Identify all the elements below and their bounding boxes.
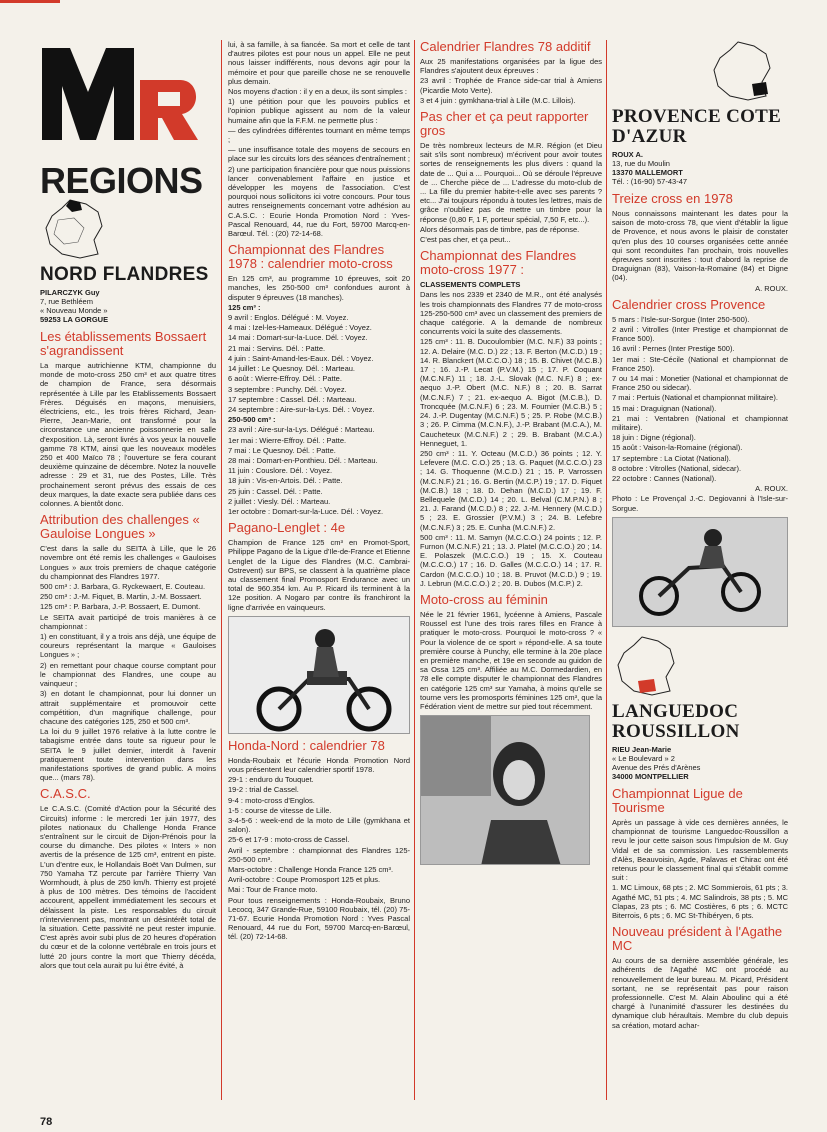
address-line: 13, rue du Moulin xyxy=(612,159,670,168)
address-line: ROUX A. xyxy=(612,150,643,159)
paragraph: 2) une participation financière pour que nous puissions lancer convenablement l'affaire en justice et développer les moyens de l'association. C'est pourquoi nous sollicitons ici votre concours. Pour tous autres renseignements concernant votre adhésion au C.A.S.C. : Ecurie Honda Promotion Nord : Yves-Pascal Renouard, 44, rue du Fort, 59700 Marcq-en-Barœul. Tél. : (20) 72-14-68. xyxy=(228,164,410,239)
photo-motorcycle-rider xyxy=(228,616,410,734)
paragraph: La marque autrichienne KTM, championne du monde de moto-cross 250 cm³ et aux quatre titres de champion de France, sera désormais représentée à Lille par les Etablissements Bossaert Frères. Déguisés en maçons, menuisiers, électriciens, etc., les trois frères Richard, Jean-Pierre, Jean-Marie, ont transformé pour la circonstance une ancienne poissonnerie en salle d'exposition. Là, seront livrés à vos yeux la nouvelle gamme 78 KTM, ainsi que les nouveaux modèles 250 et 400 Maïco 78 ; l'ouverture se fera courant deuxième quinzaine de décembre. Notez la nouvelle adresse : 29 et 31, rue des Postes, Lille. Très prochainement seront prévus des essais de ces deux marques, la date exacte sera publiée dans ces colonnes. A bientôt donc. xyxy=(40,361,216,509)
article-classements xyxy=(420,280,602,588)
calendar-entry: 21 mai : Servins. Dél. : Patte. xyxy=(228,343,326,353)
calendar-entry: 17 septembre : Cassel. Dél. : Marteau. xyxy=(228,394,357,404)
headline-feminin: Moto-cross au féminin xyxy=(420,591,548,607)
address-languedoc xyxy=(612,745,788,781)
calendar-entry: 7 mai : Le Quesnoy. Dél. : Patte. xyxy=(228,445,336,455)
calendar-entry: 19-2 : trial de Cassel. xyxy=(228,785,299,795)
article-calendar-mx xyxy=(228,274,410,516)
regions-wordmark: REGIONS xyxy=(40,160,203,201)
paragraph: 1. MC Limoux, 68 pts ; 2. MC Sommierois, 61 pts ; 3. Agathé MC, 51 pts ; 4. MC Salindrois, 38 pts ; 5. MC Clapas, 23 pts ; 6. MC Costières, 6 pts ; 6. MCTC Biterrois, 6 pts ; 6. MC St-Thibéryen, 6 pts. xyxy=(612,883,788,920)
calendar-entry: 7 ou 14 mai : Monetier (National et championnat de France 250 ou sidecar). xyxy=(612,374,788,393)
france-map-provence-icon xyxy=(708,40,778,102)
headline-bossaert: Les établissements Bossaert s'agrandissent xyxy=(40,329,207,358)
calendar-entry: 16 avril : Pernes (Inter Prestige 500). xyxy=(612,344,735,354)
paragraph: Dans les nos 2339 et 2340 de M.R., ont été analysés les trois championnats des Flandres 77 de moto-cross 125-250-500 cm³ avec un classement des premiers de chaque catégorie. A la demande de nombreux concurrents voici la suite des classements. xyxy=(420,290,602,337)
address-line: 13370 MALLEMORT xyxy=(612,168,683,177)
paragraph: 3) en dotant le championnat, pour lui donner un attrait supplémentaire et promouvoir cette compétition, d'un magnifique challenge, pour chacune des catégories 125, 250 et 500 cm³. xyxy=(40,689,216,726)
france-map-nord-icon xyxy=(40,198,110,260)
paragraph: 125 cm³ : P. Barbara, J.-P. Bossaert, E. Dumont. xyxy=(40,602,201,612)
paragraph: De très nombreux lecteurs de M.R. Région (et Dieu sait s'ils sont nombreux) m'écrivent pour avoir toutes sortes de renseignements les plus divers : quand la date de ... Qui a ... Pourquoi... Où se déroule l'épreuve de ... Cherche pièce de ... L'adresse du moto-club de ... La fille du premier habite-t-elle avec ses parents ? etc... J'ai toujours répondu à toutes les lettres, mais de grâce n'oubliez pas de mettre un timbre pour la réponse (0,80 F, 1 F, porteur spécial, 7,50 F, etc...). xyxy=(420,141,602,224)
article-gauloise xyxy=(40,544,216,782)
headline-tourisme: Championnat Ligue de Tourisme xyxy=(612,785,743,815)
calendar-entry: 15 mai : Draguignan (National). xyxy=(612,403,717,413)
paragraph: 500 cm³ : 11. M. Samyn (M.C.C.O.) 24 points ; 12. P. Furnon (M.C.N.F.) 21 ; 13. J. Platel (M.C.C.O.) 20 ; 14. E. Polaszek (M.C.C.O.) 19 ; 15. X. Couteau (M.C.C.O.) 17 ; 16. D. Galles (M.C.C.O.) 14 ; 17. R. Cardon (M.C.C.O.) 10 ; 18. B. Pruvot (M.C.D.) 9 ; 19. J. Lebrun (M.C.C.O.) 2 ; 20. B. Dubos (M.C.P.) 2. xyxy=(420,532,602,588)
article-honda-nord xyxy=(228,756,410,942)
paragraph: lui, à sa famille, à sa fiancée. Sa mort et celle de tant d'autres pilotes est pour nous un appel. Elle ne peut nous laisser indifférents, nous devons agir pour la mémoire et pour que pareille chose ne se renouvelle plus demain. xyxy=(228,40,410,86)
address-line: Tél. : (16-90) 57-43-47 xyxy=(612,177,688,186)
calendar-entry: 29-1 : enduro du Touquet. xyxy=(228,775,314,785)
address-line: 59253 LA GORGUE xyxy=(40,315,109,324)
address-provence xyxy=(612,150,788,186)
column-2 xyxy=(228,40,410,1104)
address-line: 7, rue Bethléem xyxy=(40,297,93,306)
address-nord xyxy=(40,288,216,324)
headline-calendrier-provence: Calendrier cross Provence xyxy=(612,296,766,312)
subheading: CLASSEMENTS COMPLETS xyxy=(420,280,521,290)
calendar-entry: 1er octobre : Domart-sur-la-Luce. Dél. : Voyez. xyxy=(228,506,384,516)
calendar-entry: 23 avril : Aire-sur-la-Lys. Délégué : Marteau. xyxy=(228,425,375,435)
calendar-entry: 24 septembre : Aire-sur-la-Lys. Dél. : Voyez. xyxy=(228,404,375,414)
calendar-entry: 5 mars : l'Isle-sur-Sorgue (Inter 250-500). xyxy=(612,314,750,324)
paragraph: C'est pas cher, et ça peut... xyxy=(420,235,511,245)
headline-casc: C.A.S.C. xyxy=(40,786,91,802)
column-1 xyxy=(40,40,216,1104)
region-title-provence: PROVENCE COTE D'AZUR xyxy=(612,106,782,147)
article-bossaert xyxy=(40,361,216,508)
column-4 xyxy=(612,40,788,1104)
motocross-photo-icon xyxy=(613,518,788,627)
headline-calendrier-additif: Calendrier Flandres 78 additif xyxy=(420,40,591,54)
calendar-heading: 250-500 cm³ : xyxy=(228,415,276,425)
paragraph: Honda-Roubaix et l'écurie Honda Promotion Nord vous présentent leur calendrier sportif 1978. xyxy=(228,755,410,774)
paragraph: 250 cm³ : 11. Y. Octeau (M.C.D.) 36 points ; 12. Y. Lefevere (M.C. C.O.) 25 ; 13. G. Paquet (M.C.C.O.) 23 ; 14. G. Thoquenne (M.C.D.) 21 ; 15. P. Varrossen (M.C.N.F.) 21 ; 16. G. Bertin (M.C.P.) 19 ; 17. D. Fiquet (M.C.B.) 18 ; 18. D. Dehan (M.C.D.) 17 ; 19. F. Bellequele (M.C.D.) 14 ; 20. L. Belval (C.M.P.N.) 8 ; 21. J. Farand (M.C.D.) 8 ; 22. J.-M. Hennery (M.C.D.) 5 ; 23. E. Grossier (P.V.M.) 3 ; 24. B. Lefebre (M.C.N.F.) 3 ; 25. E. Cunha (M.C.N.F.) 2. xyxy=(420,448,602,532)
calendar-entry: 2 juillet : Viesly. Dél. : Marteau. xyxy=(228,496,331,506)
article-feminin xyxy=(420,610,602,711)
paragraph: Au cours de sa dernière assemblée générale, les adhérents de l'Agathé MC ont procédé au renouvellement de leur bureau. M. Picard, Président sortant, ne se représentait pas pour raison professionnelle. C'est M. Alain Aboulinc qui a été chargé à l'unanimité d'assurer les destinées du dynamique club héraultais. Membre du club depuis sa création, motard achar- xyxy=(612,956,788,1030)
address-line: RIEU Jean-Marie xyxy=(612,744,672,754)
calendar-entry: Mars-octobre : Challenge Honda France 125 cm³. xyxy=(228,865,394,874)
calendar-entry: Avril-octobre : Coupe Promosport 125 et plus. xyxy=(228,875,381,885)
paragraph: 125 cm³ : 11. B. Ducoulombier (M.C. N.F.) 33 points ; 12. A. Delaire (M.C. D.) 22 ; 13. F. Berton (M.C.D.) 19 ; 14. R. Blanckert (M.C.C.O.) 18 ; 15. B. Chivet (M.C.B.) 17 ; 16. J.-P. Lecat (P.V.M.) 15 ; 17. P. Coquant (M.C.N.F.) 11 ; 18. J.-L. Slovak (M.C. N.F.) 8 ; ex-aequo J.-P. Obert (M.C. N.F.) 8 ; 20. B. Sarrat (M.C.N.F.) 7 ; 21. ex-aequo A. Bigot (M.C.B.), D. Troncquée (M.C.N.F.) 6 ; 23. M. Fournier (M.C.B.) 5 ; 24. J.-P. Dugentay (M.C.N.F.) 5 ; 25. P. Robe (M.C.B.) 3 ; 26. P. Cimma (M.C.N.F.), J.-P. Brabant (M.C.A.), M. Caucheteux (M.C.N.F.) 2 ; 29. B. Brabant (M.C.A.) Henneguet, 1. xyxy=(420,337,602,448)
calendar-entry: Avril - septembre : championnat des Flandres 125-250-500 cm³. xyxy=(228,845,410,864)
calendar-entry: 14 mai : Domart-sur-la-Luce. Dél. : Voyez. xyxy=(228,333,368,343)
paragraph: Le SEITA avait participé de trois manières à ce championnat : xyxy=(40,612,216,631)
paragraph: Aux 25 manifestations organisées par la ligue des Flandres s'ajoutent deux épreuves : xyxy=(420,57,602,76)
signature: A. ROUX. xyxy=(755,283,788,293)
paragraph: La loi du 9 juillet 1976 relative à la lutte contre le tabagisme entrée dans toute sa rigueur pour le SEITA le 9 juillet dernier, interdit à l'avenir pratiquement toute intervention dans les manifestations sportives de grand public. A moins que... (mars 78). xyxy=(40,727,216,783)
paragraph: 2) en remettant pour chaque course comptant pour le championnat des Flandres, une coupe au vainqueur ; xyxy=(40,660,216,689)
calendar-entry: 25-6 et 17-9 : moto-cross de Cassel. xyxy=(228,835,350,845)
region-title-languedoc: LANGUEDOC ROUSSILLON xyxy=(612,700,740,742)
paragraph: 1) en constituant, il y a trois ans déjà, une équipe de coureurs représentant la marque « Gauloises Longues » ; xyxy=(40,632,216,660)
calendar-entry: Mai : Tour de France moto. xyxy=(228,885,318,895)
address-line: « Nouveau Monde » xyxy=(40,306,108,315)
paragraph: 23 avril : Trophée de France side-car trial à Amiens (Picardie Moto Verte). xyxy=(420,76,602,95)
article-nouveau-president xyxy=(612,956,788,1030)
headline-pas-cher: Pas cher et ça peut rapporter gros xyxy=(420,109,589,139)
calendar-entry: 15 août : Vaison-la-Romaine (régional). xyxy=(612,443,743,453)
article-pagano xyxy=(228,538,410,612)
paragraph: 3 et 4 juin : gymkhana-trial à Lille (M.C. Lillois). xyxy=(420,95,576,105)
calendar-entry: 7 mai : Pertuis (National et championnat militaire). xyxy=(612,393,778,403)
paragraph: Alors désormais pas de timbre, pas de réponse. xyxy=(420,224,580,234)
headline-championnat-flandres: Championnat des Flandres 1978 : calendrier moto-cross xyxy=(228,242,393,272)
calendar-entry: 21 mai : Ventabren (National et championnat militaire). xyxy=(612,413,788,433)
calendar-entry: 18 juin : Digne (régional). xyxy=(612,433,696,443)
article-casc-continued xyxy=(228,40,410,238)
calendar-entry: 6 août : Wierre-Effroy. Dél. : Patte. xyxy=(228,374,342,384)
article-calendrier-provence xyxy=(612,315,788,513)
calendar-entry: 4 mai : Izel-les-Hameaux. Délégué : Voyez. xyxy=(228,323,372,333)
calendar-entry: 25 juin : Cassel. Dél. : Patte. xyxy=(228,486,323,496)
address-line: PILARCZYK Guy xyxy=(40,288,100,297)
page-number: 78 xyxy=(40,1116,53,1128)
calendar-entry: 28 mai : Domart-en-Ponthieu. Dél. : Marteau. xyxy=(228,455,378,465)
calendar-entry: 3-4-5-6 : week-end de la moto de Lille (gymkhana et salon). xyxy=(228,815,410,835)
headline-nouveau-president: Nouveau président à l'Agathe MC xyxy=(612,924,783,954)
paragraph: Champion de France 125 cm³ en Promot-Sport, Philippe Pagano de la Ligue d'Ile-de-France et Etienne Lenglet de la Ligue des Flandres (M.C. Cambrai-Ostrevent) sur BPS, se classent à la quatrième place au classement final Promosport Endurance avec un total de 960.354 km. Au P. Ricard ils terminent à la 12e position. A Nogaro par contre ils franchiront la ligne d'arrivée en vainqueurs. xyxy=(228,538,410,612)
calendar-entry: 9 avril : Englos. Délégué : M. Voyez. xyxy=(228,313,349,323)
paragraph: — une insuffisance totale des moyens de secours en place sur les circuits lors des séances d'entraînement ; xyxy=(228,145,410,164)
paragraph: 500 cm³ : J. Barbara, G. Ryckewaert, E. Couteau. xyxy=(40,582,206,592)
france-map-languedoc-icon xyxy=(612,635,682,697)
article-casc xyxy=(40,804,216,970)
calendar-entry: 3 septembre : Punchy. Dél. : Voyez. xyxy=(228,384,347,394)
address-line: 34000 MONTPELLIER xyxy=(612,771,689,781)
paragraph: Nous connaissons maintenant les dates pour la saison de moto-cross 78, que vient d'établir la ligue de Provence, et nous avons le plaisir de constater qu'en plus des 10 courses organisées cette année qui sont reconduites l'an prochain, trois nouvelles épreuves sont inscrites : tout d'abord la reprise de Draguignan (83), Vaison-la-Romaine (84) et Digne (04). xyxy=(612,209,788,283)
calendar-entry: 4 juin : Saint-Amand-les-Eaux. Dél. : Voyez. xyxy=(228,353,374,363)
column-rule xyxy=(221,40,222,1100)
article-treize-cross xyxy=(612,209,788,293)
column-rule xyxy=(414,40,415,1100)
calendar-entry: 1er mai : Wierre-Effroy. Dél. : Patte. xyxy=(228,435,347,445)
calendar-entry: 14 juillet : Le Quesnoy. Dél. : Marteau. xyxy=(228,364,356,374)
calendar-entry: 1er mai : Ste-Cécile (National et championnat de France 250). xyxy=(612,354,788,373)
headline-honda-nord: Honda-Nord : calendrier 78 xyxy=(228,737,385,753)
calendar-heading: 125 cm³ : xyxy=(228,302,261,312)
signature: A. ROUX. xyxy=(755,484,788,494)
photo-motocross-jump xyxy=(612,517,788,627)
calendar-entry: 2 avril : Vitrolles (Inter Prestige et championnat de France 500). xyxy=(612,325,788,344)
calendar-entry: 1-5 : course de vitesse de Lille. xyxy=(228,805,332,815)
regions-logo xyxy=(40,40,203,201)
calendar-entry: 18 juin : Vis-en-Artois. Dél. : Patte. xyxy=(228,476,343,486)
paragraph: — des cylindrées différentes tournant en même temps ; xyxy=(228,125,410,145)
column-rule xyxy=(606,40,607,1100)
motorcycle-photo-icon xyxy=(229,617,410,734)
mr-logo-icon xyxy=(40,40,200,160)
article-tourisme xyxy=(612,818,788,920)
paragraph: 1) une pétition pour que les pouvoirs publics et l'opinion publique agissent au nom de la valeur humaine afin que la F.F.M. ne permette plus : xyxy=(228,97,410,125)
headline-classements: Championnat des Flandres moto-cross 1977 : xyxy=(420,248,577,278)
paragraph: Le C.A.S.C. (Comité d'Action pour la Sécurité des Circuits) informe : le mercredi 1er juin 1977, des pilotes nationaux du Challenge Honda France s'entraînent sur le circuit de Dijon-Prénois pour la course du dimanche. Des pilotes « Inters » non avertis de la présence de 125 cm³, entrent en piste. L'un d'entre eux, le Hollandais Boët Van Dulmen, sur 750 Yamaha TZ percute par l'arrière Thierry Van Wormhoudt, à plus de 250 km/h. Thierry est projeté à plus de 100 mètres. Des témoins de l'accident accourent, appellent immédiatement les secours et délaissent la piste. Les responsables du circuit n'interviennent pas, montrant un désintérêt total de la situation. Cette passivité ne peut rester impunie. C'est après avoir subi plus de 20 heures d'opération du cœur et de la colonne vertébrale en trois jours et lutté 20 jours contre la mort que Thierry décéda, alors que tout cela aurait pu lui être évité, à xyxy=(40,804,216,970)
paragraph: 250 cm³ : J.-M. Fiquet, B. Martin, J.-M. Bossaert. xyxy=(40,592,202,602)
address-line: Avenue des Prés d'Arènes xyxy=(612,762,701,772)
portrait-photo-icon xyxy=(421,716,590,865)
paragraph: Pour tous renseignements : Honda-Roubaix, Bruno Lecocq, 347 Grande-Rue, 59100 Roubaix, tél. (20) 75-71-67. Ecurie Honda Promotion Nord : Yves Pascal Renouard, 44 rue du Fort, 59700 Marcq-en-Barœul, tél. (20) 72-14-68. xyxy=(228,895,410,942)
paragraph: C'est dans la salle du SEITA à Lille, que le 26 novembre ont été remis les challenges « Gauloises Longues » aux trois premiers de chaque catégorie du championnat des Flandres 1977. xyxy=(40,544,216,581)
column-3 xyxy=(420,40,602,1104)
photo-pascale-roussel xyxy=(420,715,590,865)
region-title-nord: NORD FLANDRES xyxy=(40,264,209,285)
paragraph: Après un passage à vide ces dernières années, le championnat de tourisme Languedoc-Roussillon a revu le jour cette saison sous l'impulsion de M. Guy Vidal et de sa commission. Les rassemblements d'Alès, Beauvoisin, Agde, Palavas et Chirac ont été retenus pour le classement final qui s'établit comme suit : xyxy=(612,817,788,883)
article-pas-cher xyxy=(420,141,602,244)
article-additif xyxy=(420,57,602,105)
headline-gauloise: Attribution des challenges « Gauloise Longues » xyxy=(40,512,200,542)
paragraph: Nos moyens d'action : il y en a deux, ils sont simples : xyxy=(228,87,408,97)
calendar-entry: 8 octobre : Vitrolles (National, sidecar). xyxy=(612,463,742,473)
headline-pagano: Pagano-Lenglet : 4e xyxy=(228,520,346,536)
calendar-entry: 17 septembre : La Ciotat (National). xyxy=(612,453,731,463)
calendar-entry: 9-4 : moto-cross d'Englos. xyxy=(228,795,315,805)
paragraph: Née le 21 février 1961, lycéenne à Amiens, Pascale Roussel est l'une des trois rares filles en France à pratiquer le moto-cross. Pourquoi le moto-cross ? « Pour la violence de ce sport » répond-elle. A sa toute première course à Punchy, elle termine à la 20e place en première manche, et 19e en seconde au guidon de sa Ossa 125 cm³. Affiliée au M.C. Dormedardien, en 78 elle compte disputer le championnat des Flandres en catégorie 125 cm³ sur Yamaha, à moins qu'elle se tourne vers les promosports féminines 125 cm³, que la Fédération vient de mettre sur pied tout récemment. xyxy=(420,609,602,711)
calendar-entry: 22 octobre : Cannes (National). xyxy=(612,474,717,484)
calendar-entry: 11 juin : Couslore. Dél. : Voyez. xyxy=(228,466,333,476)
photo-caption: Photo : Le Provençal J.-C. Degiovanni à l'Isle-sur-Sorgue. xyxy=(612,494,788,513)
top-rule xyxy=(0,0,60,3)
paragraph: En 125 cm³, au programme 10 épreuves, soit 20 manches, les 250-500 cm³ confondues auront à disputer 9 épreuves (18 manches). xyxy=(228,274,410,302)
headline-treize-cross: Treize cross en 1978 xyxy=(612,191,733,206)
address-line: « Le Boulevard » 2 xyxy=(612,753,675,763)
